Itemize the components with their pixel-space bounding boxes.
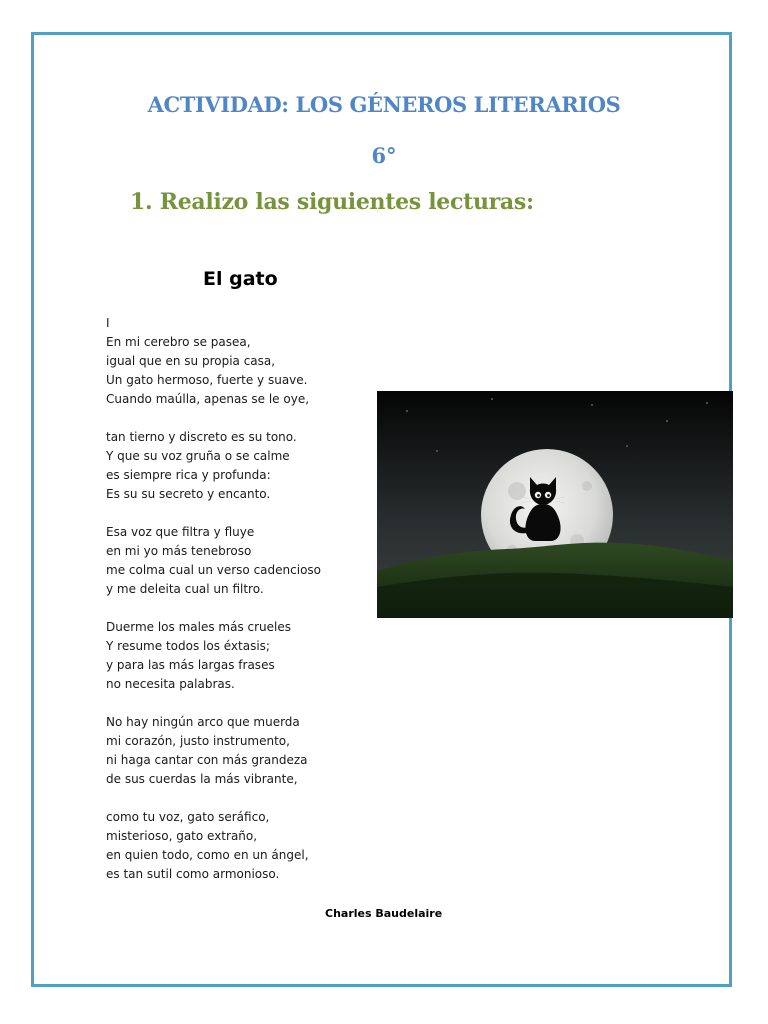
poem-line: mi corazón, justo instrumento,: [106, 734, 290, 748]
poem-stanza: [106, 428, 321, 504]
poem-numeral: I: [106, 316, 110, 330]
poem-line: misterioso, gato extraño,: [106, 829, 258, 843]
poem-line: En mi cerebro se pasea,: [106, 335, 251, 349]
poem-line: tan tierno y discreto es su tono.: [106, 430, 297, 444]
poem-title: El gato: [203, 268, 278, 290]
poem-line: No hay ningún arco que muerda: [106, 715, 300, 729]
poem-line: ni haga cantar con más grandeza: [106, 753, 308, 767]
poem-stanza: [106, 523, 321, 599]
poem-line: y me deleita cual un filtro.: [106, 582, 264, 596]
poem-line: en quien todo, como en un ángel,: [106, 848, 309, 862]
activity-title: ACTIVIDAD: LOS GÉNEROS LITERARIOS: [147, 92, 621, 117]
poem-line: Cuando maúlla, apenas se le oye,: [106, 392, 310, 406]
poem-line: en mi yo más tenebroso: [106, 544, 252, 558]
section-heading: 1. Realizo las siguientes lecturas:: [130, 189, 534, 215]
grade-label: 6°: [371, 143, 397, 168]
poem-author: Charles Baudelaire: [325, 907, 443, 920]
cat-moon-illustration: [377, 391, 733, 618]
poem-line: y para las más largas frases: [106, 658, 275, 672]
poem-stanza: [106, 333, 321, 409]
poem-line: Y que su voz gruña o se calme: [106, 449, 290, 463]
poem-body: [106, 314, 321, 903]
poem-stanza: [106, 618, 321, 694]
poem-line: Un gato hermoso, fuerte y suave.: [106, 373, 308, 387]
poem-line: es tan sutil como armonioso.: [106, 867, 280, 881]
poem-line: no necesita palabras.: [106, 677, 235, 691]
poem-line: igual que en su propia casa,: [106, 354, 276, 368]
poem-stanza: [106, 808, 321, 884]
poem-line: Duerme los males más crueles: [106, 620, 292, 634]
poem-line: Es su su secreto y encanto.: [106, 487, 271, 501]
poem-line: Y resume todos los éxtasis;: [106, 639, 270, 653]
poem-line: me colma cual un verso cadencioso: [106, 563, 321, 577]
poem-stanza: [106, 713, 321, 789]
poem-line: de sus cuerdas la más vibrante,: [106, 772, 298, 786]
poem-line: Esa voz que filtra y fluye: [106, 525, 255, 539]
poem-line: como tu voz, gato seráfico,: [106, 810, 270, 824]
poem-line: es siempre rica y profunda:: [106, 468, 271, 482]
